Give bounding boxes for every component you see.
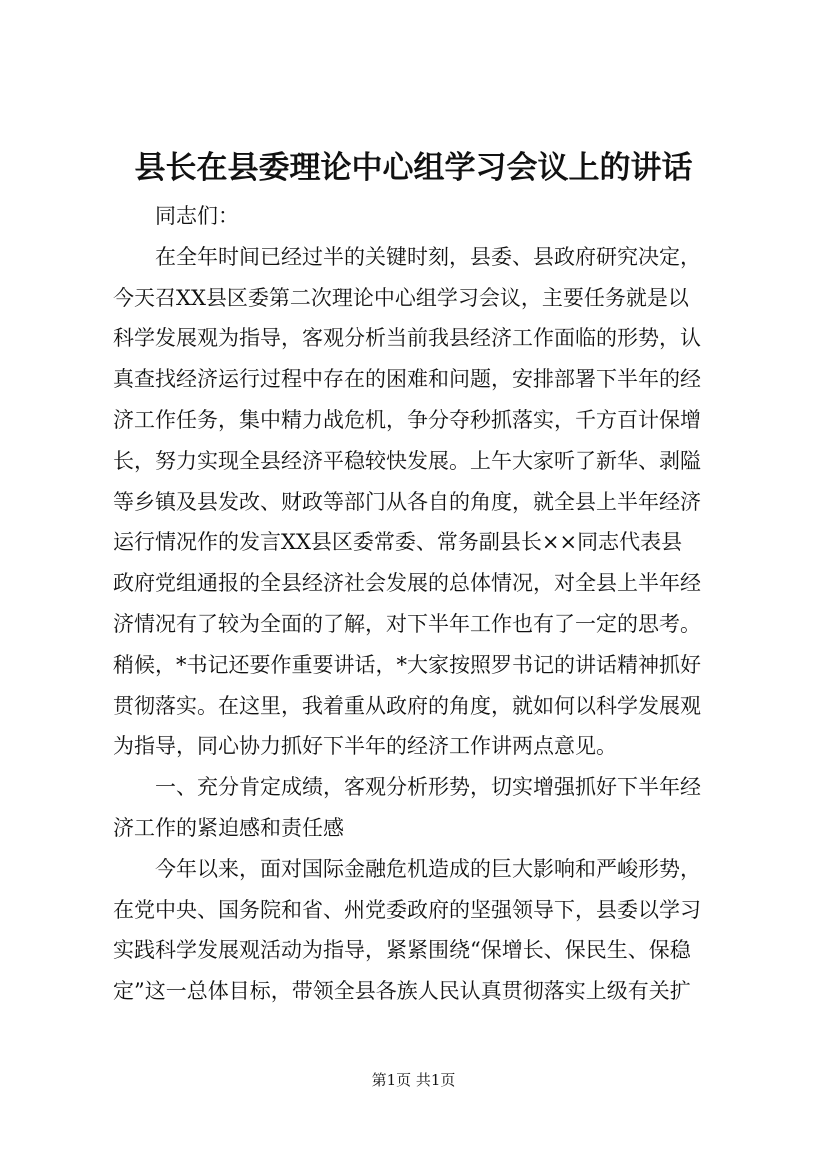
- body-line: 济情况有了较为全面的了解，对下半年工作也有了一定的思考。: [113, 611, 701, 636]
- document-body: [113, 196, 743, 1012]
- body-line: 稍候，*书记还要作重要讲话，*大家按照罗书记的讲话精神抓好: [113, 652, 701, 677]
- body-line: 贯彻落实。在这里，我着重从政府的角度，就如何以科学发展观: [113, 693, 701, 718]
- body-line: 政府党组通报的全县经济社会发展的总体情况，对全县上半年经: [113, 571, 701, 596]
- page-footer: 第1页 共1页: [371, 1071, 456, 1089]
- body-line: 定”这一总体目标，带领全县各族人民认真贯彻落实上级有关扩: [113, 979, 691, 1004]
- body-line: 在党中央、国务院和省、州党委政府的坚强领导下，县委以学习: [113, 897, 701, 922]
- body-line: 运行情况作的发言XX县区委常委、常务副县长××同志代表县: [113, 530, 683, 555]
- section-heading-line: 济工作的紧迫感和责任感: [113, 815, 344, 840]
- body-line: 长，努力实现全县经济平稳较快发展。上午大家听了新华、剥隘: [113, 448, 701, 473]
- body-line: 实践科学发展观活动为指导，紧紧围绕“保增长、保民生、保稳: [113, 938, 691, 963]
- body-line: 在全年时间已经过半的关键时刻，县委、县政府研究决定，: [155, 244, 701, 269]
- body-line: 为指导，同心协力抓好下半年的经济工作讲两点意见。: [113, 734, 617, 759]
- body-line: 科学发展观为指导，客观分析当前我县经济工作面临的形势，认: [113, 326, 701, 351]
- body-line: 今年以来，面对国际金融危机造成的巨大影响和严峻形势，: [155, 856, 701, 881]
- body-line: 真查找经济运行过程中存在的困难和问题，安排部署下半年的经: [113, 367, 701, 392]
- body-line: 济工作任务，集中精力战危机，争分夺秒抓落实，千方百计保增: [113, 407, 701, 432]
- body-line: 今天召XX县区委第二次理论中心组学习会议，主要任务就是以: [113, 285, 689, 310]
- salutation-line: 同志们：: [155, 204, 239, 228]
- document-title: 县长在县委理论中心组学习会议上的讲话: [134, 150, 693, 186]
- section-heading-line: 一、充分肯定成绩，客观分析形势，切实增强抓好下半年经: [155, 775, 701, 800]
- body-line: 等乡镇及县发改、财政等部门从各自的角度，就全县上半年经济: [113, 489, 701, 514]
